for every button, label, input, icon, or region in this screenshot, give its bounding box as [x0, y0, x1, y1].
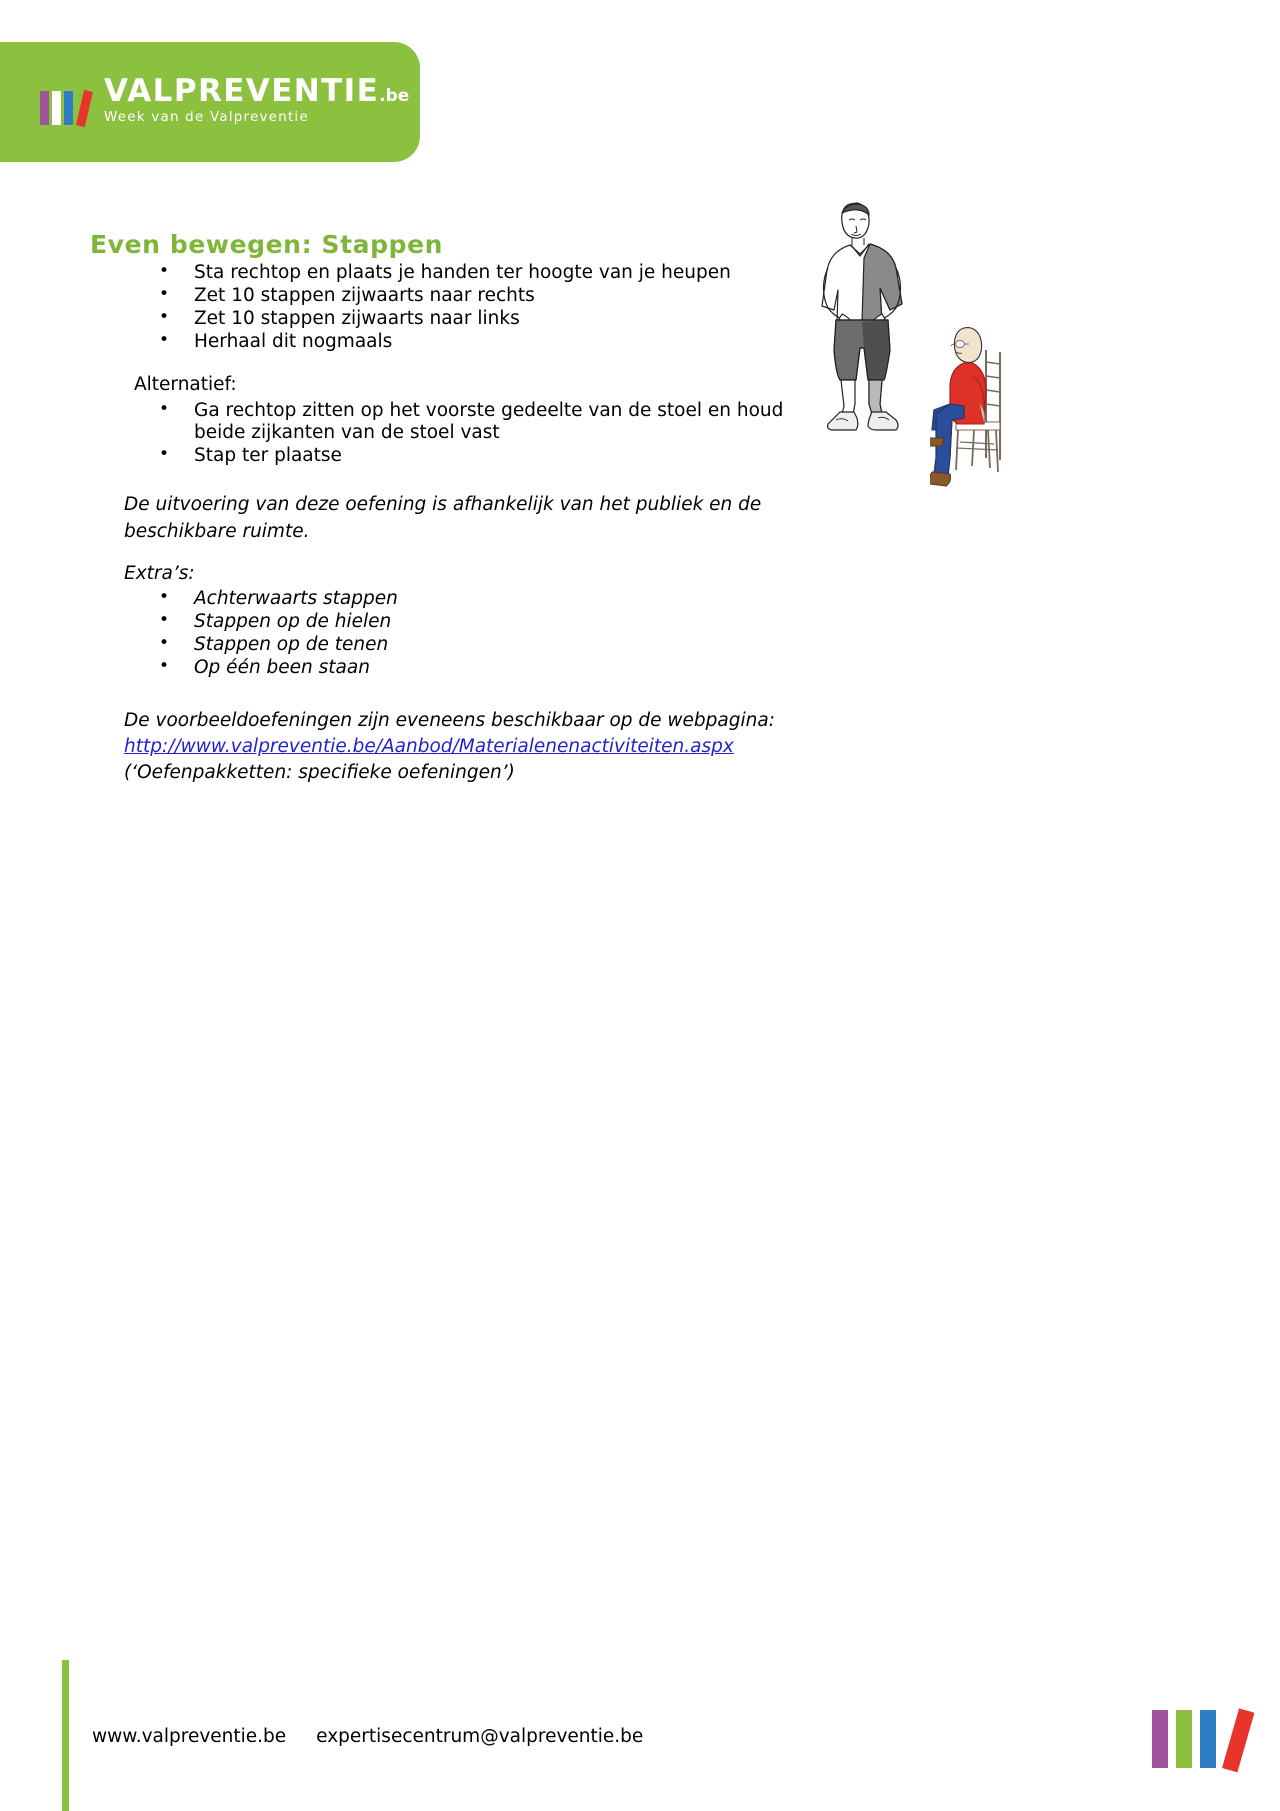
- list-item: • Achterwaarts stappen: [124, 588, 804, 611]
- list-item: • Stap ter plaatse: [124, 445, 804, 468]
- footer-logo-bar-purple: [1152, 1710, 1168, 1768]
- exercise-content: [124, 262, 804, 787]
- books-logo-icon: [40, 81, 96, 125]
- list-item: • Zet 10 stappen zijwaarts naar rechts: [124, 285, 804, 308]
- extras-label: Extra’s:: [124, 563, 195, 585]
- weblink-note: (‘Oefenpakketten: specifieke oefeningen’): [124, 762, 515, 784]
- logo-bar-blue: [64, 91, 73, 125]
- list-item: • Sta rechtop en plaats je handen ter hoogte van je heupen: [124, 262, 804, 285]
- footer-logo-bar-red: [1222, 1708, 1254, 1772]
- logo-bar-red: [76, 89, 93, 126]
- list-item: • Stappen op de hielen: [124, 611, 804, 634]
- list-item: • Stappen op de tenen: [124, 634, 804, 657]
- list-item: • Zet 10 stappen zijwaarts naar links: [124, 308, 804, 331]
- weblink-block: [124, 708, 804, 787]
- footer-website[interactable]: www.valpreventie.be: [92, 1726, 287, 1747]
- page-title: Even bewegen: Stappen: [90, 229, 444, 259]
- alternative-steps-list: [124, 400, 804, 469]
- extras-list: [124, 588, 804, 680]
- execution-note: De uitvoering van deze oefening is afhankelijk van het publiek en de beschikbare ruimte.: [124, 494, 762, 542]
- header-banner: [0, 42, 420, 162]
- logo-domain-suffix: .be: [379, 86, 410, 106]
- logo-bar-purple: [40, 91, 49, 125]
- seated-man-on-chair-icon: [930, 318, 1020, 493]
- brand-logo[interactable]: [40, 73, 410, 125]
- footer: [0, 1726, 1280, 1766]
- alternative-label: Alternatief:: [134, 373, 237, 395]
- footer-contact: [92, 1726, 643, 1747]
- steps-list: [124, 262, 804, 354]
- list-item: • Ga rechtop zitten op het voorste gedeelte van de stoel en houd beide zijkanten van de stoel vast: [124, 400, 804, 446]
- weblink-intro: De voorbeeldoefeningen zijn eveneens beschikbaar op de webpagina:: [124, 709, 775, 731]
- footer-books-logo-icon: [1152, 1698, 1262, 1770]
- standing-man-hands-on-hips-icon: [812, 198, 908, 433]
- list-item: • Op één been staan: [124, 657, 804, 680]
- weblink-url[interactable]: http://www.valpreventie.be/Aanbod/Materialenenactiviteiten.aspx: [124, 736, 734, 758]
- logo-wordmark: VALPREVENTIE: [104, 73, 380, 109]
- logo-bar-white: [52, 91, 61, 125]
- list-item: • Herhaal dit nogmaals: [124, 331, 804, 354]
- footer-email[interactable]: expertisecentrum@valpreventie.be: [316, 1726, 644, 1747]
- logo-tagline: Week van de Valpreventie: [104, 109, 309, 125]
- footer-logo-bar-green: [1176, 1710, 1192, 1768]
- footer-logo-bar-blue: [1200, 1710, 1216, 1768]
